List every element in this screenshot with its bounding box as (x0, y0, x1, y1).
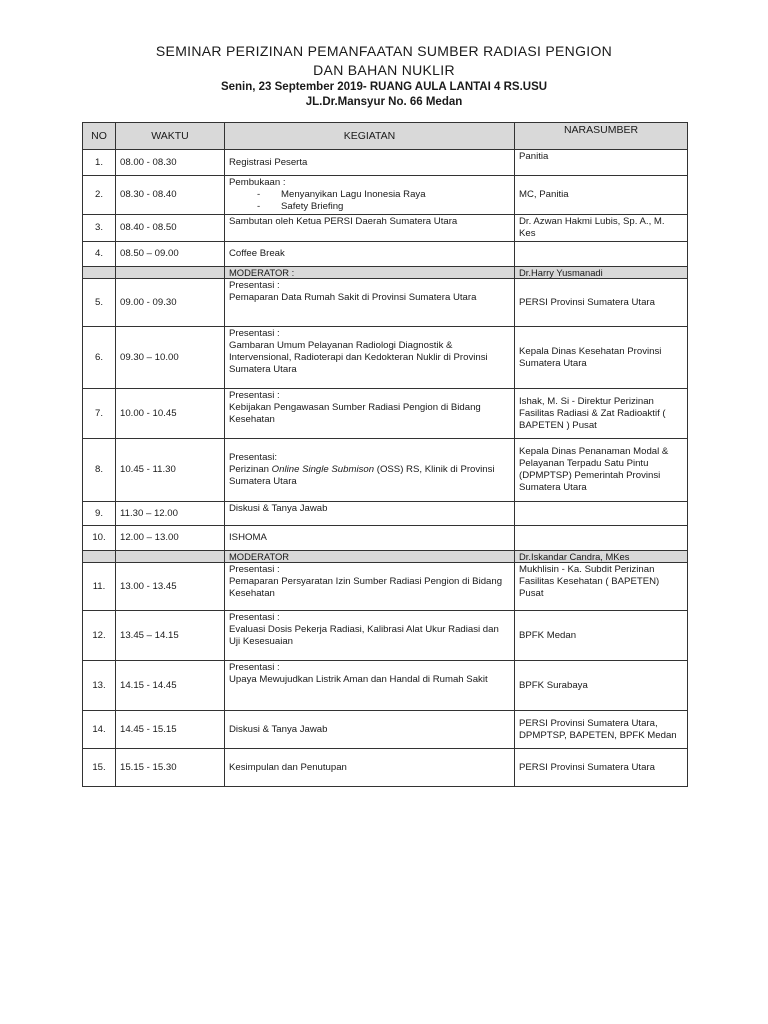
row-kegiatan (225, 439, 515, 502)
row-narasumber (515, 242, 688, 267)
row-narasumber (515, 502, 688, 526)
row-kegiatan: Diskusi & Tanya Jawab (225, 502, 515, 526)
row-kegiatan (225, 611, 515, 661)
row-no: 1. (83, 150, 116, 176)
kegiatan-label: Pembukaan : (229, 177, 286, 188)
kegiatan-label: Presentasi: (229, 452, 277, 463)
date-venue: Senin, 23 September 2019- RUANG AULA LANTAI 4 RS.USU (220, 81, 548, 93)
row-kegiatan (225, 389, 515, 439)
row-narasumber: Mukhlisin - Ka. Subdit Perizinan Fasilitas Kesehatan ( BAPETEN) Pusat (515, 563, 688, 611)
kegiatan-text-post: (OSS) RS, Klinik di Provinsi Sumatera Utara (229, 464, 495, 487)
row-kegiatan (225, 661, 515, 711)
kegiatan-text: Pemaparan Data Rumah Sakit di Provinsi Sumatera Utara (229, 292, 477, 303)
kegiatan-label: Presentasi : (229, 328, 280, 339)
row-narasumber: MC, Panitia (515, 176, 688, 215)
kegiatan-label: Presentasi : (229, 390, 280, 401)
row-waktu: 08.50 – 09.00 (116, 242, 225, 267)
kegiatan-text: Upaya Mewujudkan Listrik Aman dan Handal di Rumah Sakit (229, 674, 488, 685)
column-header-no: NO (83, 123, 116, 150)
row-kegiatan (225, 176, 515, 215)
row-narasumber: BPFK Medan (515, 611, 688, 661)
table-row (83, 150, 688, 176)
kegiatan-label: Presentasi : (229, 612, 280, 623)
row-narasumber: BPFK Surabaya (515, 661, 688, 711)
table-row (83, 389, 688, 439)
column-header-waktu: WAKTU (116, 123, 225, 150)
kegiatan-label: Presentasi : (229, 280, 280, 291)
moderator-row (83, 551, 688, 563)
row-waktu: 13.00 - 13.45 (116, 563, 225, 611)
row-narasumber: Kepala Dinas Penanaman Modal & Pelayanan Terpadu Satu Pintu (DPMPTSP) Pemerintah Provinsi Sumatera Utara (515, 439, 688, 502)
seminar-title-line2: DAN BAHAN NUKLIR (313, 62, 455, 78)
row-no: 11. (83, 563, 116, 611)
row-narasumber: Ishak, M. Si - Direktur Perizinan Fasilitas Radiasi & Zat Radioaktif ( BAPETEN ) Pusat (515, 389, 688, 439)
document-header (0, 42, 768, 110)
column-header-kegiatan: KEGIATAN (225, 123, 515, 150)
row-kegiatan: Registrasi Peserta (225, 150, 515, 176)
row-no: 4. (83, 242, 116, 267)
bullet-list (229, 189, 510, 213)
row-narasumber: PERSI Provinsi Sumatera Utara (515, 749, 688, 787)
row-waktu: 08.00 - 08.30 (116, 150, 225, 176)
row-no: 7. (83, 389, 116, 439)
row-waktu: 14.45 - 15.15 (116, 711, 225, 749)
row-narasumber: Kepala Dinas Kesehatan Provinsi Sumatera Utara (515, 327, 688, 389)
row-waktu: 09.00 - 09.30 (116, 279, 225, 327)
moderator-label: MODERATOR (225, 551, 515, 563)
table-row (83, 661, 688, 711)
row-no: 12. (83, 611, 116, 661)
kegiatan-text-italic: Online Single Submison (271, 464, 375, 475)
table-row (83, 611, 688, 661)
row-waktu: 08.30 - 08.40 (116, 176, 225, 215)
bullet-item: - Safety Briefing (259, 201, 510, 213)
row-kegiatan: Sambutan oleh Ketua PERSI Daerah Sumatera Utara (225, 215, 515, 242)
row-no: 9. (83, 502, 116, 526)
row-narasumber (515, 526, 688, 551)
kegiatan-text (229, 464, 510, 488)
row-waktu: 14.15 - 14.45 (116, 661, 225, 711)
table-row (83, 711, 688, 749)
row-waktu: 15.15 - 15.30 (116, 749, 225, 787)
kegiatan-text: Gambaran Umum Pelayanan Radiologi Diagnostik & Intervensional, Radioterapi dan Kedokteran Nuklir di Provinsi Sumatera Utara (229, 340, 488, 375)
table-header-row (83, 123, 688, 150)
row-no: 8. (83, 439, 116, 502)
moderator-label: MODERATOR : (225, 267, 515, 279)
address: JL.Dr.Mansyur No. 66 Medan (305, 96, 463, 108)
row-kegiatan: ISHOMA (225, 526, 515, 551)
table-row (83, 749, 688, 787)
row-waktu: 08.40 - 08.50 (116, 215, 225, 242)
row-no: 2. (83, 176, 116, 215)
row-no: 15. (83, 749, 116, 787)
row-kegiatan: Diskusi & Tanya Jawab (225, 711, 515, 749)
moderator-row (83, 267, 688, 279)
row-waktu: 11.30 – 12.00 (116, 502, 225, 526)
row-waktu: 13.45 – 14.15 (116, 611, 225, 661)
row-no: 6. (83, 327, 116, 389)
row-kegiatan: Kesimpulan dan Penutupan (225, 749, 515, 787)
row-waktu: 10.45 - 11.30 (116, 439, 225, 502)
row-waktu: 12.00 – 13.00 (116, 526, 225, 551)
row-no: 3. (83, 215, 116, 242)
kegiatan-text-pre: Perizinan (229, 464, 272, 475)
table-row (83, 215, 688, 242)
table-row (83, 279, 688, 327)
kegiatan-label: Presentasi : (229, 564, 280, 575)
moderator-name: Dr.Harry Yusmanadi (515, 267, 688, 279)
table-row (83, 327, 688, 389)
row-narasumber: PERSI Provinsi Sumatera Utara (515, 279, 688, 327)
moderator-name: Dr.Iskandar Candra, MKes (515, 551, 688, 563)
row-no: 14. (83, 711, 116, 749)
row-narasumber: PERSI Provinsi Sumatera Utara, DPMPTSP, BAPETEN, BPFK Medan (515, 711, 688, 749)
row-kegiatan (225, 279, 515, 327)
row-waktu: 10.00 - 10.45 (116, 389, 225, 439)
table-row (83, 502, 688, 526)
bullet-item: - Menyanyikan Lagu Inonesia Raya (259, 189, 510, 201)
kegiatan-text: Evaluasi Dosis Pekerja Radiasi, Kalibrasi Alat Ukur Radiasi dan Uji Kesesuaian (229, 624, 499, 647)
column-header-narasumber: NARASUMBER (515, 123, 688, 150)
row-kegiatan (225, 327, 515, 389)
kegiatan-text: Pemaparan Persyaratan Izin Sumber Radiasi Pengion di Bidang Kesehatan (229, 576, 503, 599)
row-narasumber: Dr. Azwan Hakmi Lubis, Sp. A., M. Kes (515, 215, 688, 242)
kegiatan-text: Kebijakan Pengawasan Sumber Radiasi Pengion di Bidang Kesehatan (229, 402, 481, 425)
table-row (83, 176, 688, 215)
row-no: 13. (83, 661, 116, 711)
table-row (83, 242, 688, 267)
table-row (83, 526, 688, 551)
row-kegiatan: Coffee Break (225, 242, 515, 267)
kegiatan-label: Presentasi : (229, 662, 280, 673)
table-row (83, 563, 688, 611)
seminar-title-line1: SEMINAR PERIZINAN PEMANFAATAN SUMBER RADIASI PENGION (155, 43, 613, 59)
row-narasumber: Panitia (515, 150, 688, 176)
row-no: 5. (83, 279, 116, 327)
row-waktu: 09.30 – 10.00 (116, 327, 225, 389)
schedule-table (82, 122, 688, 787)
row-no: 10. (83, 526, 116, 551)
row-kegiatan (225, 563, 515, 611)
table-row (83, 439, 688, 502)
